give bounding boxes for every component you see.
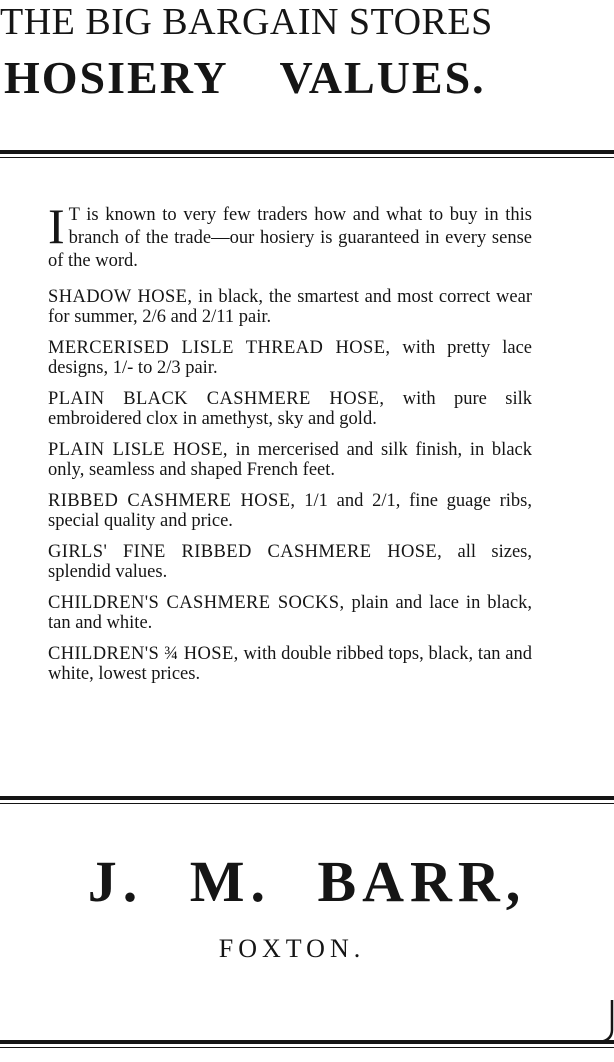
- border-corner: [600, 1000, 614, 1044]
- item-description: in black, the smartest and most correct wear for summer, 2/6 and 2/11 pair.: [48, 287, 533, 327]
- item-heading: CHILDREN'S CASHMERE SOCKS,: [48, 593, 345, 613]
- item-heading: GIRLS' FINE RIBBED CASHMERE HOSE,: [48, 542, 443, 562]
- item-heading: PLAIN BLACK CASHMERE HOSE,: [48, 389, 385, 409]
- top-divider: [0, 150, 614, 158]
- item-heading: PLAIN LISLE HOSE,: [48, 440, 228, 460]
- store-name-heading: THE BIG BARGAIN STORES: [0, 1, 493, 43]
- item-description: 1/1 and 2/1, fine guage ribs, special quality and price.: [48, 491, 532, 531]
- item-description: with pretty lace designs, 1/- to 2/3 pair.: [48, 338, 532, 378]
- intro-paragraph: [48, 198, 532, 273]
- list-item: [48, 440, 532, 480]
- middle-divider: [0, 796, 614, 804]
- bottom-divider: [0, 1040, 614, 1048]
- advert-title: HOSIERY VALUES.: [4, 52, 486, 103]
- item-description: plain and lace in black, tan and white.: [48, 593, 532, 633]
- intro-text: T is known to very few traders how and what to buy in this branch of the trade—our hosiery is guaranteed in every sense of the word.: [48, 205, 532, 271]
- item-heading: MERCERISED LISLE THREAD HOSE,: [48, 338, 391, 358]
- merchant-name: J. M. BARR,: [87, 849, 527, 914]
- item-heading: CHILDREN'S ¾ HOSE,: [48, 644, 239, 664]
- item-description: with pure silk embroidered clox in amethyst, sky and gold.: [48, 389, 532, 429]
- list-item: [48, 389, 532, 429]
- merchant-town: FOXTON.: [218, 934, 366, 963]
- item-description: with double ribbed tops, black, tan and white, lowest prices.: [48, 644, 533, 684]
- list-item: [48, 491, 532, 531]
- item-heading: SHADOW HOSE,: [48, 287, 193, 307]
- item-heading: RIBBED CASHMERE HOSE,: [48, 491, 296, 511]
- item-description: in mercerised and silk finish, in black only, seamless and shaped French feet.: [48, 440, 532, 480]
- list-item: [48, 542, 532, 582]
- advert-body: [48, 198, 533, 695]
- list-item: [48, 593, 532, 633]
- list-item: [48, 338, 532, 378]
- list-item: [48, 644, 532, 684]
- item-description: all sizes, splendid values.: [48, 542, 533, 582]
- drop-cap: I: [48, 198, 65, 254]
- list-item: [48, 287, 532, 327]
